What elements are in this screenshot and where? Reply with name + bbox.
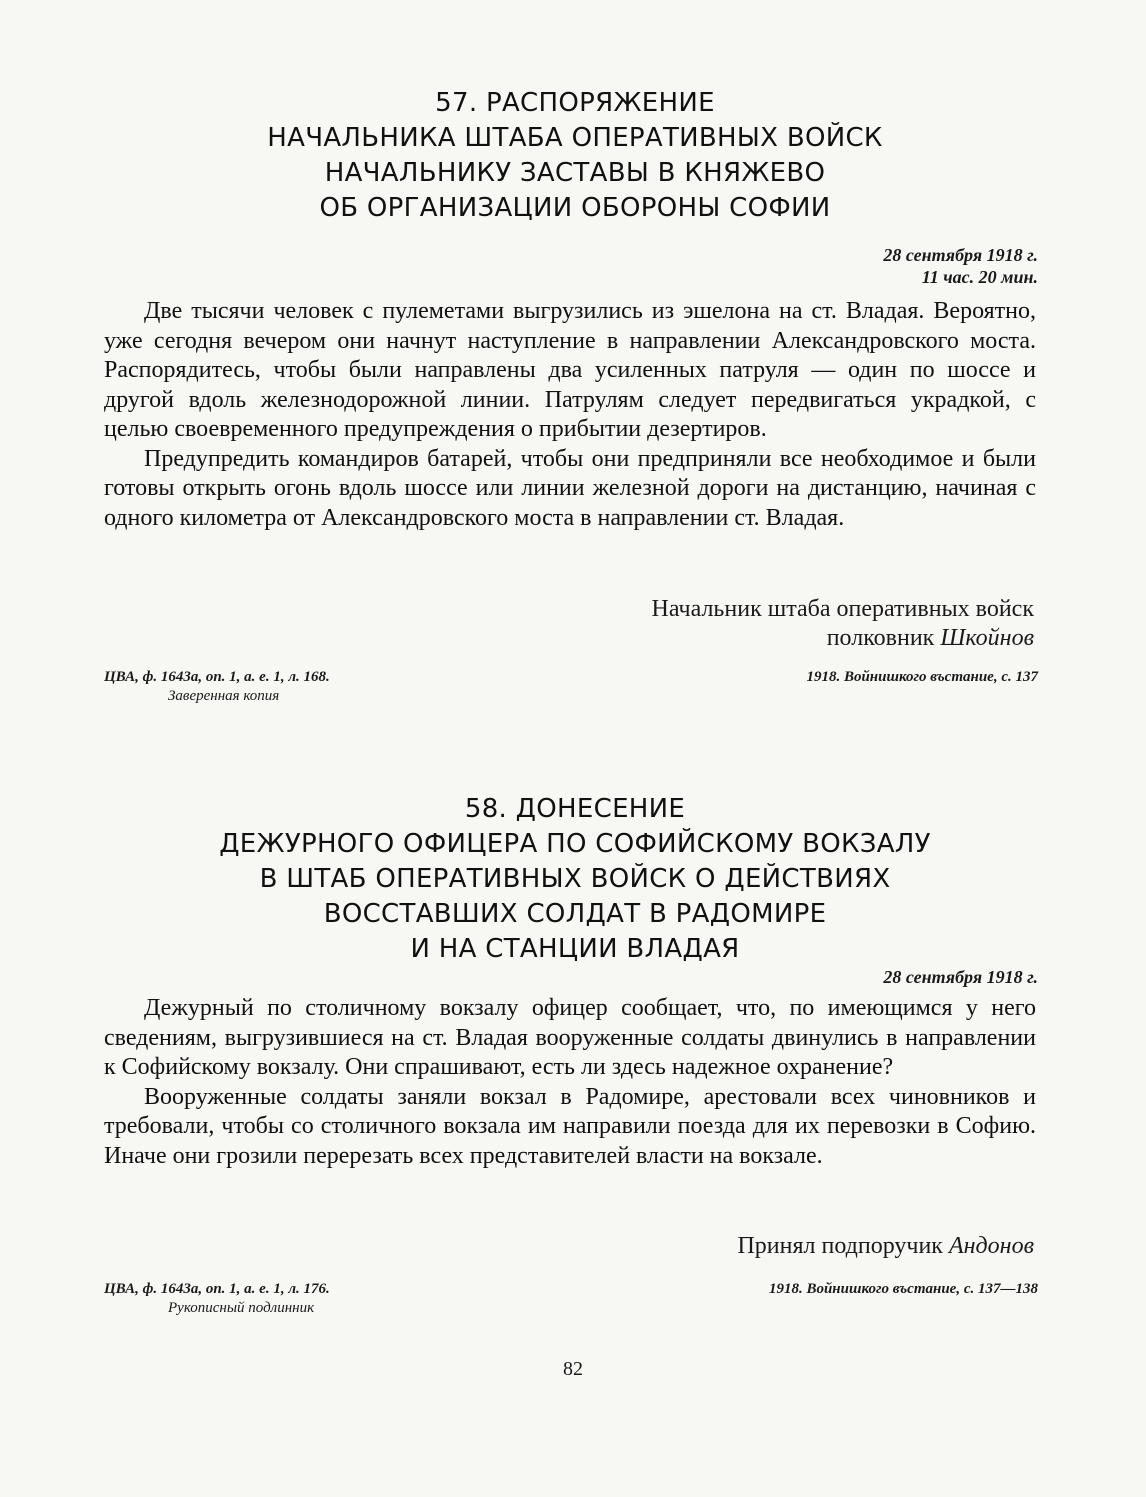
doc58-title-line: 58. ДОНЕСЕНИЕ [464, 794, 686, 824]
doc57-paragraph: Предупредить командиров батарей, чтобы они предприняли все необходимое и были готовы открыть огонь вдоль шоссе или линии железной дороги на дистанцию, начиная с одного километра от Александровского моста в направлении ст. Владая. [104, 445, 1036, 531]
doc58-signature-name: Андонов [948, 1233, 1034, 1259]
doc58-title-line: ДЕЖУРНОГО ОФИЦЕРА ПО СОФИЙСКОМУ ВОКЗАЛУ [219, 829, 931, 859]
doc57-source-ref: ЦВА, ф. 1643а, оп. 1, а. е. 1, л. 168. [104, 669, 330, 685]
doc58-dateline [883, 966, 1038, 988]
doc57-title [100, 86, 1050, 226]
doc57-source-note: Заверенная копия [168, 688, 280, 704]
doc57-date: 28 сентября 1918 г. [883, 245, 1038, 265]
doc57-paragraph: Две тысячи человек с пулеметами выгрузились из эшелона на ст. Владая. Вероятно, уже сегодня вечером они начнут наступление в направлении Александровского моста. Распорядитесь, чтобы были направлены два усиленных патруля — один по шоссе и другой вдоль железнодорожной линии. Патрулям следует передвигаться украдкой, с целью своевременного предупреждения о прибытии дезертиров. [104, 298, 1036, 442]
doc58-title-line: ВОССТАВШИХ СОЛДАТ В РАДОМИРЕ [323, 899, 827, 929]
doc57-title-line: НАЧАЛЬНИКУ ЗАСТАВЫ В КНЯЖЕВО [324, 158, 826, 188]
doc57-dateline [883, 244, 1038, 288]
doc58-title-line: В ШТАБ ОПЕРАТИВНЫХ ВОЙСК О ДЕЙСТВИЯХ [259, 864, 891, 894]
doc57-signature-rank: полковник [826, 625, 935, 651]
doc58-title [100, 792, 1050, 967]
doc57-body [104, 297, 1036, 533]
doc58-paragraph: Вооруженные солдаты заняли вокзал в Радомире, арестовали всех чиновников и требовали, чтобы со столичного вокзала им направили поезда для их перевозки в Софию. Иначе они грозили перерезать всех представителей власти на вокзале. [104, 1083, 1036, 1169]
doc57-source-publication: 1918. Войнишкого въстание, с. 137 [806, 669, 1038, 685]
doc58-paragraph: Дежурный по столичному вокзалу офицер сообщает, что, по имеющимся у него сведениям, выгрузившиеся на ст. Владая вооруженные солдаты двинулись в направлении к Софийскому вокзалу. Они спрашивают, есть ли здесь надежное охранение? [104, 995, 1036, 1080]
doc57-signature-position: Начальник штаба оперативных войск [651, 596, 1034, 622]
doc57-title-line: НАЧАЛЬНИКА ШТАБА ОПЕРАТИВНЫХ ВОЙСК [267, 123, 883, 153]
doc57-title-line: 57. РАСПОРЯЖЕНИЕ [435, 88, 715, 118]
doc58-source-note: Рукописный подлинник [168, 1300, 315, 1316]
doc58-body [104, 994, 1036, 1171]
doc58-source-archive [104, 1280, 330, 1318]
doc57-time: 11 час. 20 мин. [921, 267, 1038, 287]
doc58-signature-line [737, 1232, 1034, 1261]
doc57-source-archive [104, 668, 330, 706]
doc58-signature [737, 1232, 1034, 1261]
doc57-title-line: ОБ ОРГАНИЗАЦИИ ОБОРОНЫ СОФИИ [319, 193, 831, 223]
doc57-signature [652, 595, 1035, 653]
doc58-source-publication: 1918. Войнишкого въстание, с. 137—138 [768, 1281, 1038, 1297]
doc58-signature-rank: Принял подпоручик [737, 1233, 943, 1259]
page-number: 82 [563, 1358, 583, 1380]
doc58-source-ref: ЦВА, ф. 1643а, оп. 1, а. е. 1, л. 176. [104, 1281, 330, 1297]
doc57-signature-line [652, 624, 1035, 653]
doc58-date: 28 сентября 1918 г. [883, 967, 1038, 987]
doc57-signature-name: Шкойнов [940, 625, 1034, 651]
doc58-title-line: И НА СТАНЦИИ ВЛАДАЯ [410, 934, 740, 964]
